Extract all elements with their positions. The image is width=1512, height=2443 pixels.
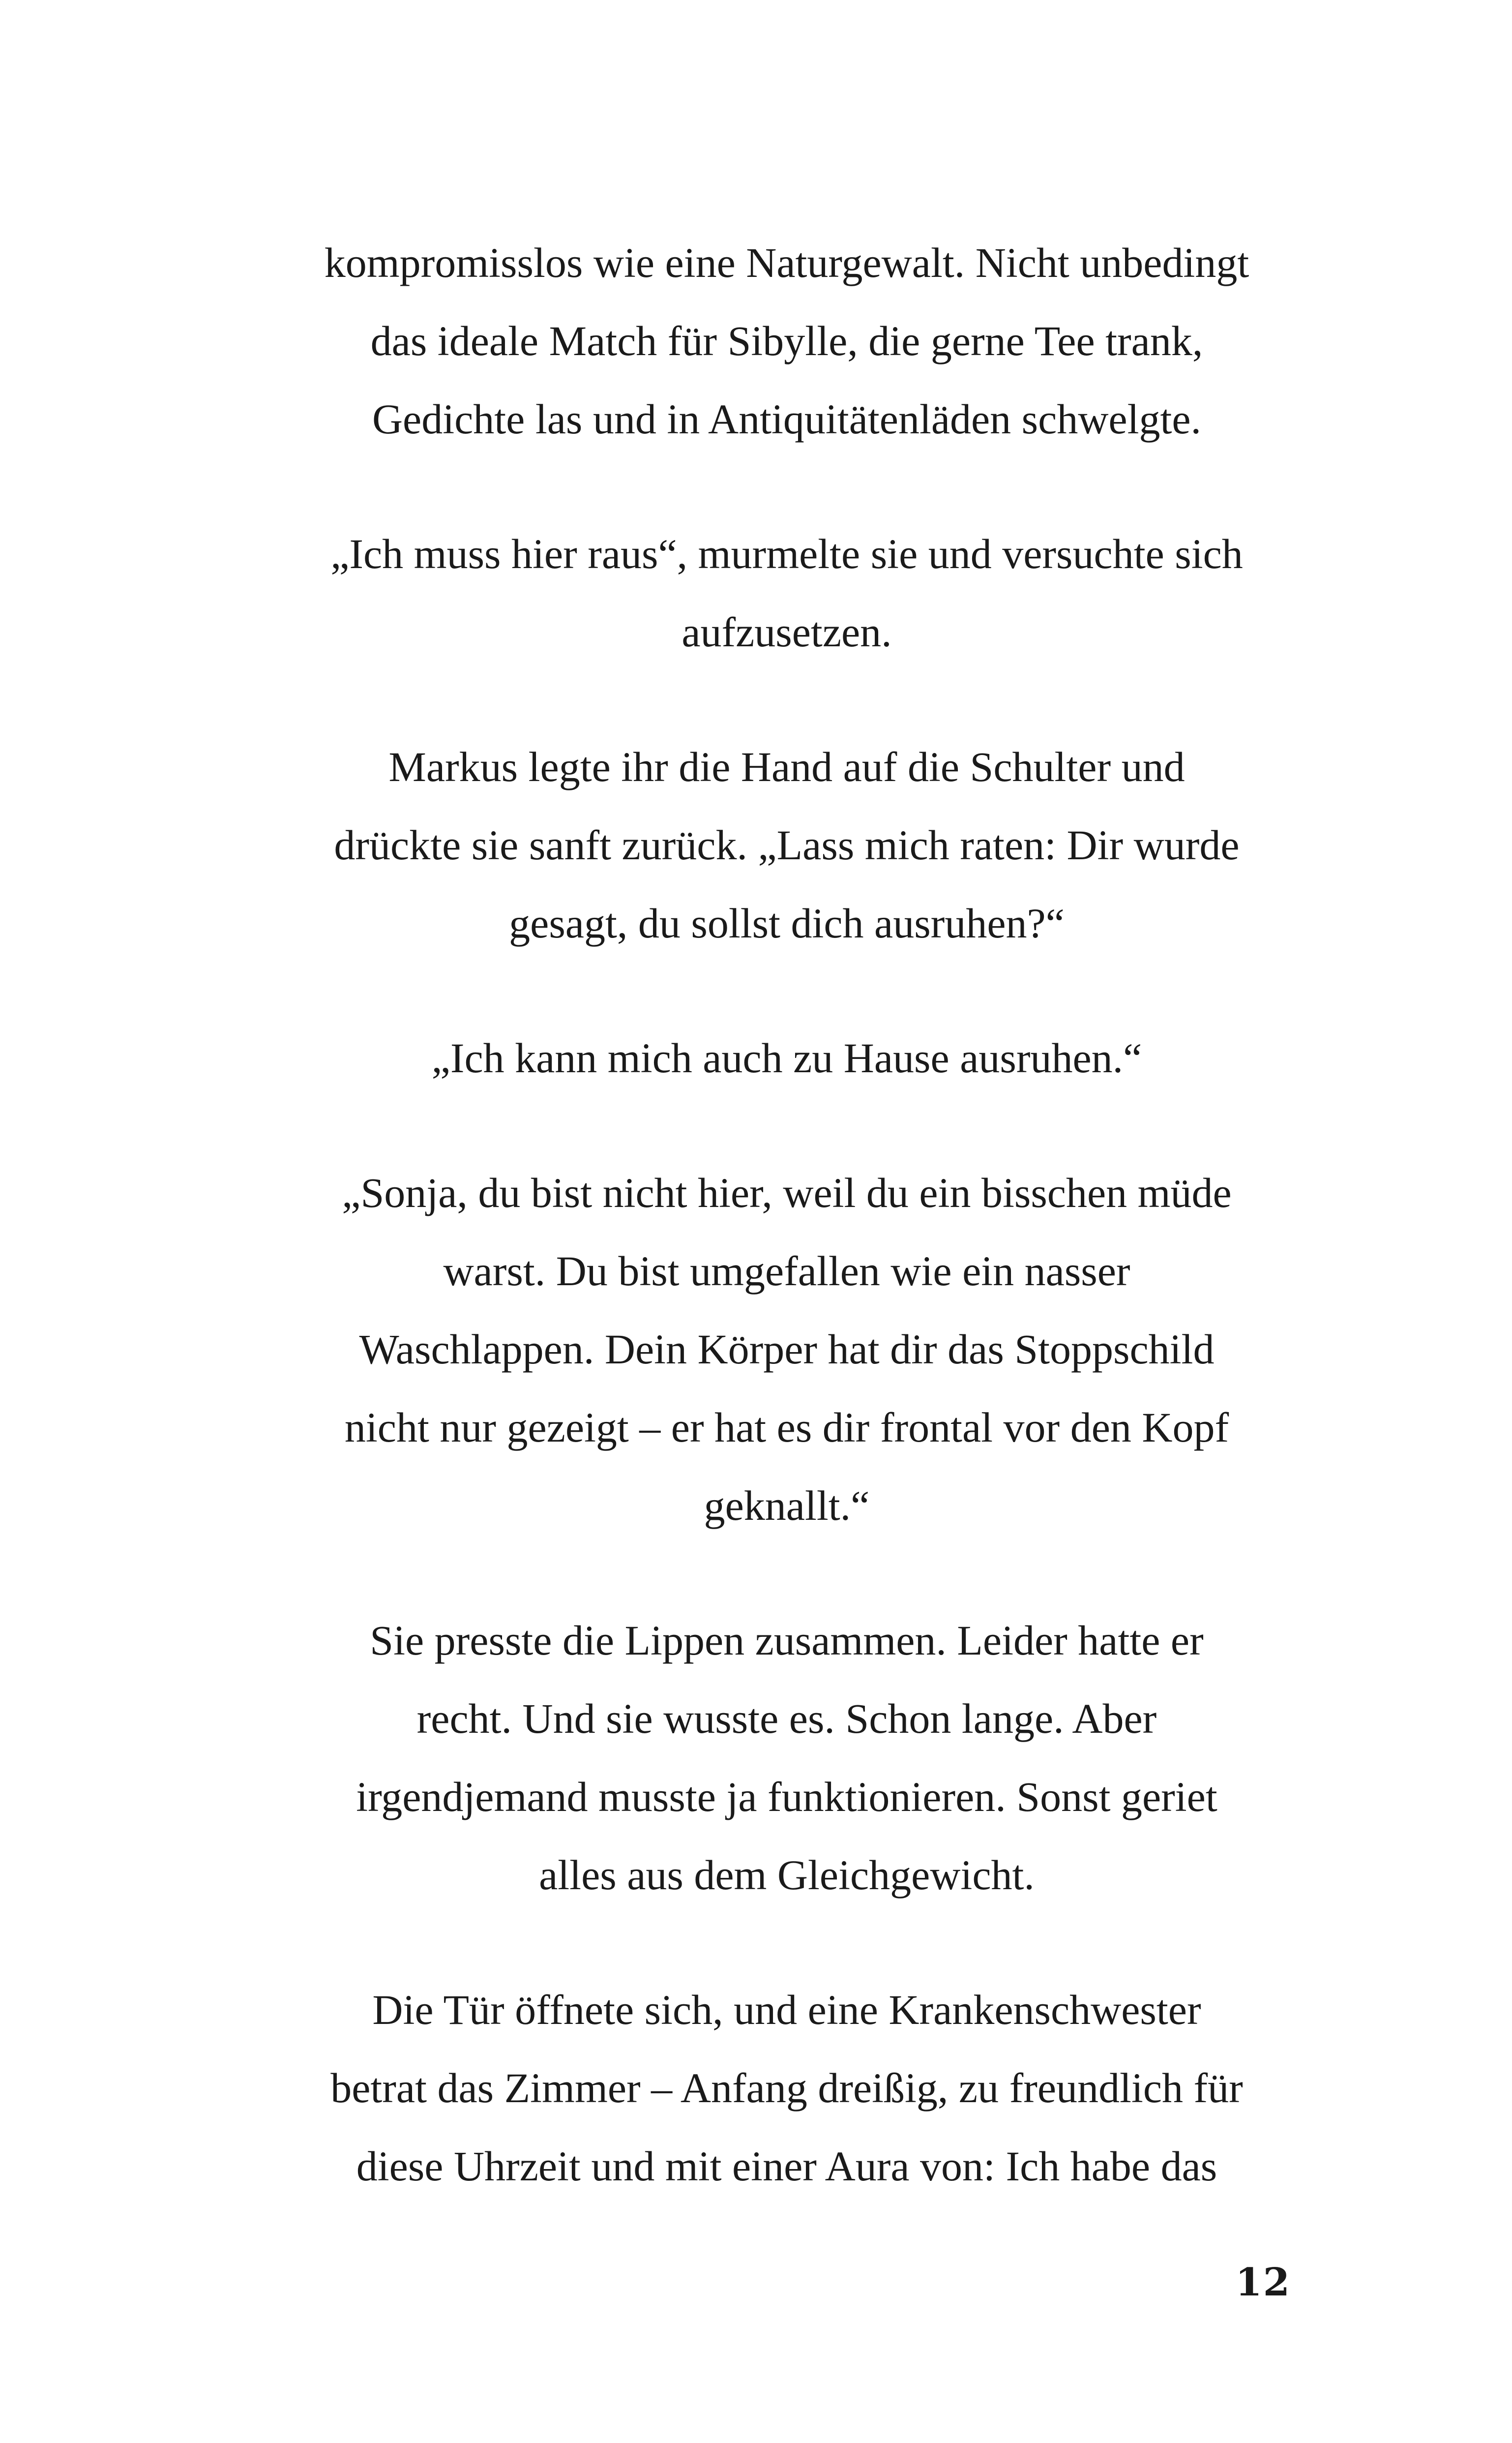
paragraph <box>275 728 1298 963</box>
text-line: Waschlappen. Dein Körper hat dir das Stoppschild <box>359 1326 1215 1373</box>
text-line: Gedichte las und in Antiquitätenläden schwelgte. <box>372 395 1202 443</box>
paragraph <box>275 1971 1298 2205</box>
text-line: „Ich muss hier raus“, murmelte sie und versuchte sich <box>330 530 1243 577</box>
text-line: aufzusetzen. <box>682 608 892 656</box>
text-line: Sie presste die Lippen zusammen. Leider hatte er <box>370 1617 1204 1664</box>
paragraph <box>275 515 1298 671</box>
text-line: Markus legte ihr die Hand auf die Schulter und <box>388 743 1185 790</box>
text-line: irgendjemand musste ja funktionieren. Sonst geriet <box>356 1773 1217 1820</box>
paragraph <box>275 1019 1298 1097</box>
text-line: kompromisslos wie eine Naturgewalt. Nicht unbedingt <box>324 239 1249 286</box>
page-number: 12 <box>1235 2260 1291 2305</box>
text-line: drückte sie sanft zurück. „Lass mich raten: Dir wurde <box>334 821 1240 869</box>
text-line: diese Uhrzeit und mit einer Aura von: Ich habe das <box>356 2142 1217 2190</box>
text-line: warst. Du bist umgefallen wie ein nasser <box>443 1247 1130 1295</box>
text-line: recht. Und sie wusste es. Schon lange. Aber <box>416 1695 1157 1742</box>
text-line: „Ich kann mich auch zu Hause ausruhen.“ <box>431 1034 1142 1082</box>
text-line: „Sonja, du bist nicht hier, weil du ein bisschen müde <box>342 1169 1232 1216</box>
text-line: das ideale Match für Sibylle, die gerne Tee trank, <box>370 317 1203 364</box>
text-line: nicht nur gezeigt – er hat es dir frontal vor den Kopf <box>344 1404 1229 1451</box>
text-line: gesagt, du sollst dich ausruhen?“ <box>509 900 1065 947</box>
paragraph <box>275 1601 1298 1914</box>
text-line: Die Tür öffnete sich, und eine Krankenschwester <box>372 1986 1201 2033</box>
paragraph <box>275 1154 1298 1545</box>
body-text <box>275 224 1298 2262</box>
text-line: geknallt.“ <box>704 1482 870 1529</box>
paragraph <box>275 224 1298 458</box>
text-line: alles aus dem Gleichgewicht. <box>539 1851 1035 1899</box>
text-line: betrat das Zimmer – Anfang dreißig, zu freundlich für <box>330 2064 1243 2111</box>
